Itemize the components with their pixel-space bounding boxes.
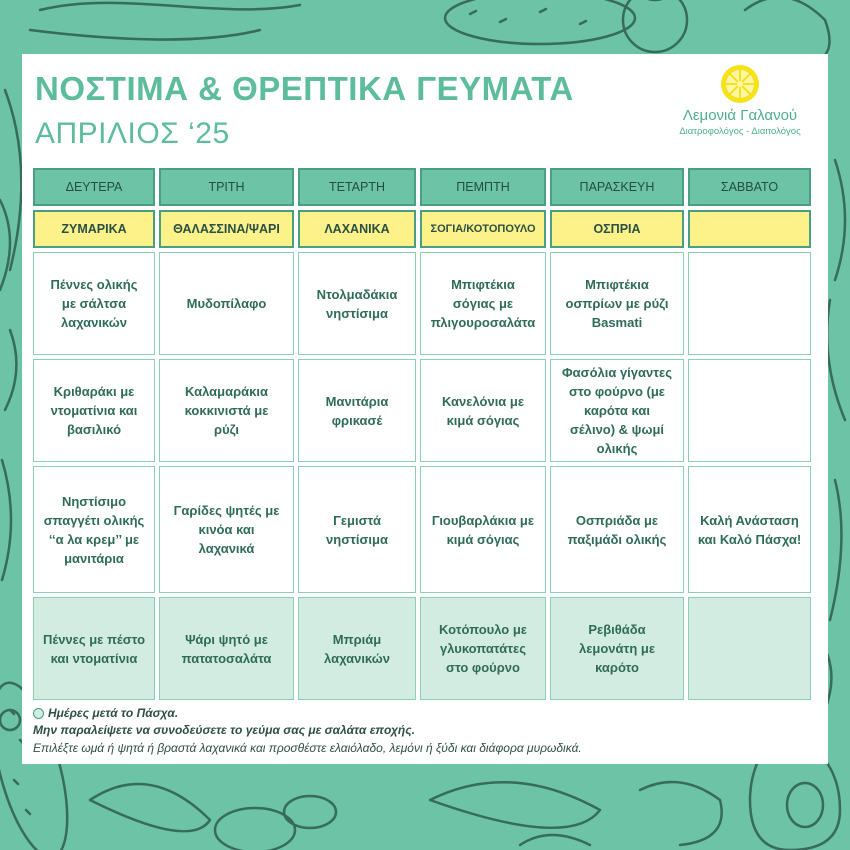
category-friday: ΟΣΠΡΙΑ [550, 210, 684, 248]
meal-text: Πέννες με πέστο και ντοματίνια [42, 631, 146, 666]
salad-tip: Επιλέξτε ωμά ή ψητά ή βραστά λαχανικά και προσθέστε ελαιόλαδο, λεμόνι ή ξύδι και διάφορα μυρωδικά. [33, 741, 582, 755]
meal-text: Καλαμαράκια κοκκινιστά με ρύζι [184, 384, 269, 437]
meal-cell-post-easter [688, 597, 811, 700]
meal-text: Μυδοπίλαφο [186, 296, 267, 311]
meal-cell [298, 252, 416, 355]
meal-cell-post-easter [33, 597, 155, 700]
meal-cell [688, 466, 811, 593]
meal-text: Μπριάμ λαχανικών [324, 631, 390, 666]
day-header-thursday: ΠΕΜΠΤΗ [420, 168, 546, 206]
meal-text: Ρεβιθάδα λεμονάτη με καρότο [579, 622, 655, 675]
meal-cell-post-easter [550, 597, 684, 700]
meal-cell [420, 466, 546, 593]
meal-cell-post-easter [420, 597, 546, 700]
category-thursday: ΣΟΓΙΑ/ΚΟΤΟΠΟΥΛΟ [420, 210, 546, 248]
meal-cell [298, 359, 416, 462]
page-title: ΝΟΣΤΙΜΑ & ΘΡΕΠΤΙΚΑ ΓΕΥΜΑΤΑ [35, 70, 574, 107]
meal-text: Κριθαράκι με ντοματίνια και βασιλικό [50, 384, 138, 437]
meal-text: Ψάρι ψητό με πατατοσαλάτα [181, 631, 272, 666]
meal-text: Μανιτάρια φρικασέ [325, 393, 389, 428]
salad-reminder: Μην παραλείψετε να συνοδεύσετε το γεύμα σας με σαλάτα εποχής. [33, 723, 415, 737]
meal-cell [159, 466, 294, 593]
brand-logo [660, 64, 820, 144]
meal-cell [298, 466, 416, 593]
category-tuesday: ΘΑΛΑΣΣΙΝΑ/ΨΑΡΙ [159, 210, 294, 248]
legend-text: Ημέρες μετά το Πάσχα. [48, 706, 179, 720]
meal-text: Κανελόνια με κιμά σόγιας [441, 393, 525, 428]
legend-note [33, 706, 178, 720]
meal-cell [688, 359, 811, 462]
meal-cell [550, 466, 684, 593]
meal-text: Γιουβαρλάκια με κιμά σόγιας [431, 512, 535, 547]
day-header-tuesday: ΤΡΙΤΗ [159, 168, 294, 206]
lemon-icon [720, 64, 760, 104]
day-header-friday: ΠΑΡΑΣΚΕΥΗ [550, 168, 684, 206]
post-easter-legend-swatch [33, 708, 44, 719]
meal-cell [420, 252, 546, 355]
meal-cell [33, 252, 155, 355]
meal-text: Κοτόπουλο με γλυκοπατάτες στο φούρνο [439, 622, 527, 675]
meal-cell [688, 252, 811, 355]
brand-name: Λεμονιά Γαλανού [682, 107, 798, 124]
meal-text: Μπιφτέκια οσπρίων με ρύζι Basmati [565, 277, 669, 330]
meal-text: Ντολμαδάκια νηστίσιμα [316, 286, 398, 321]
meal-cell [550, 359, 684, 462]
day-header-monday: ΔΕΥΤΕΡΑ [33, 168, 155, 206]
meal-text: Νηστίσιμο σπαγγέτι ολικής ‘‘α λα κρεμ’’ με μανιτάρια [43, 493, 145, 566]
meal-cell [33, 359, 155, 462]
meal-text: Γεμιστά νηστίσιμα [326, 512, 388, 547]
day-header-saturday: ΣΑΒΒΑΤΟ [688, 168, 811, 206]
meal-text: Πέννες ολικής με σάλτσα λαχανικών [50, 277, 138, 330]
meal-cell [550, 252, 684, 355]
meal-cell [33, 466, 155, 593]
category-monday: ΖΥΜΑΡΙΚΑ [33, 210, 155, 248]
meal-cell [159, 359, 294, 462]
day-header-wednesday: ΤΕΤΑΡΤΗ [298, 168, 416, 206]
meal-text: Καλή Ανάσταση και Καλό Πάσχα! [697, 512, 802, 547]
meal-text: Φασόλια γίγαντες στο φούρνο (με καρότα και σέλινο) & ψωμί ολικής [562, 365, 672, 456]
meal-cell-post-easter [298, 597, 416, 700]
page-subtitle: ΑΠΡΙΛΙΟΣ ‘25 [35, 117, 230, 150]
meal-text: Μπιφτέκια σόγιας με πλιγουροσαλάτα [430, 277, 536, 330]
category-saturday [688, 210, 811, 248]
meal-cell [159, 252, 294, 355]
brand-tagline: Διατροφολόγος - Διαιτολόγος [679, 126, 801, 137]
category-wednesday: ΛΑΧΑΝΙΚΑ [298, 210, 416, 248]
meal-cell-post-easter [159, 597, 294, 700]
meal-text: Γαρίδες ψητές με κινόα και λαχανικά [173, 503, 280, 556]
meal-text: Οσπριάδα με παξιμάδι ολικής [567, 512, 667, 547]
meal-cell [420, 359, 546, 462]
